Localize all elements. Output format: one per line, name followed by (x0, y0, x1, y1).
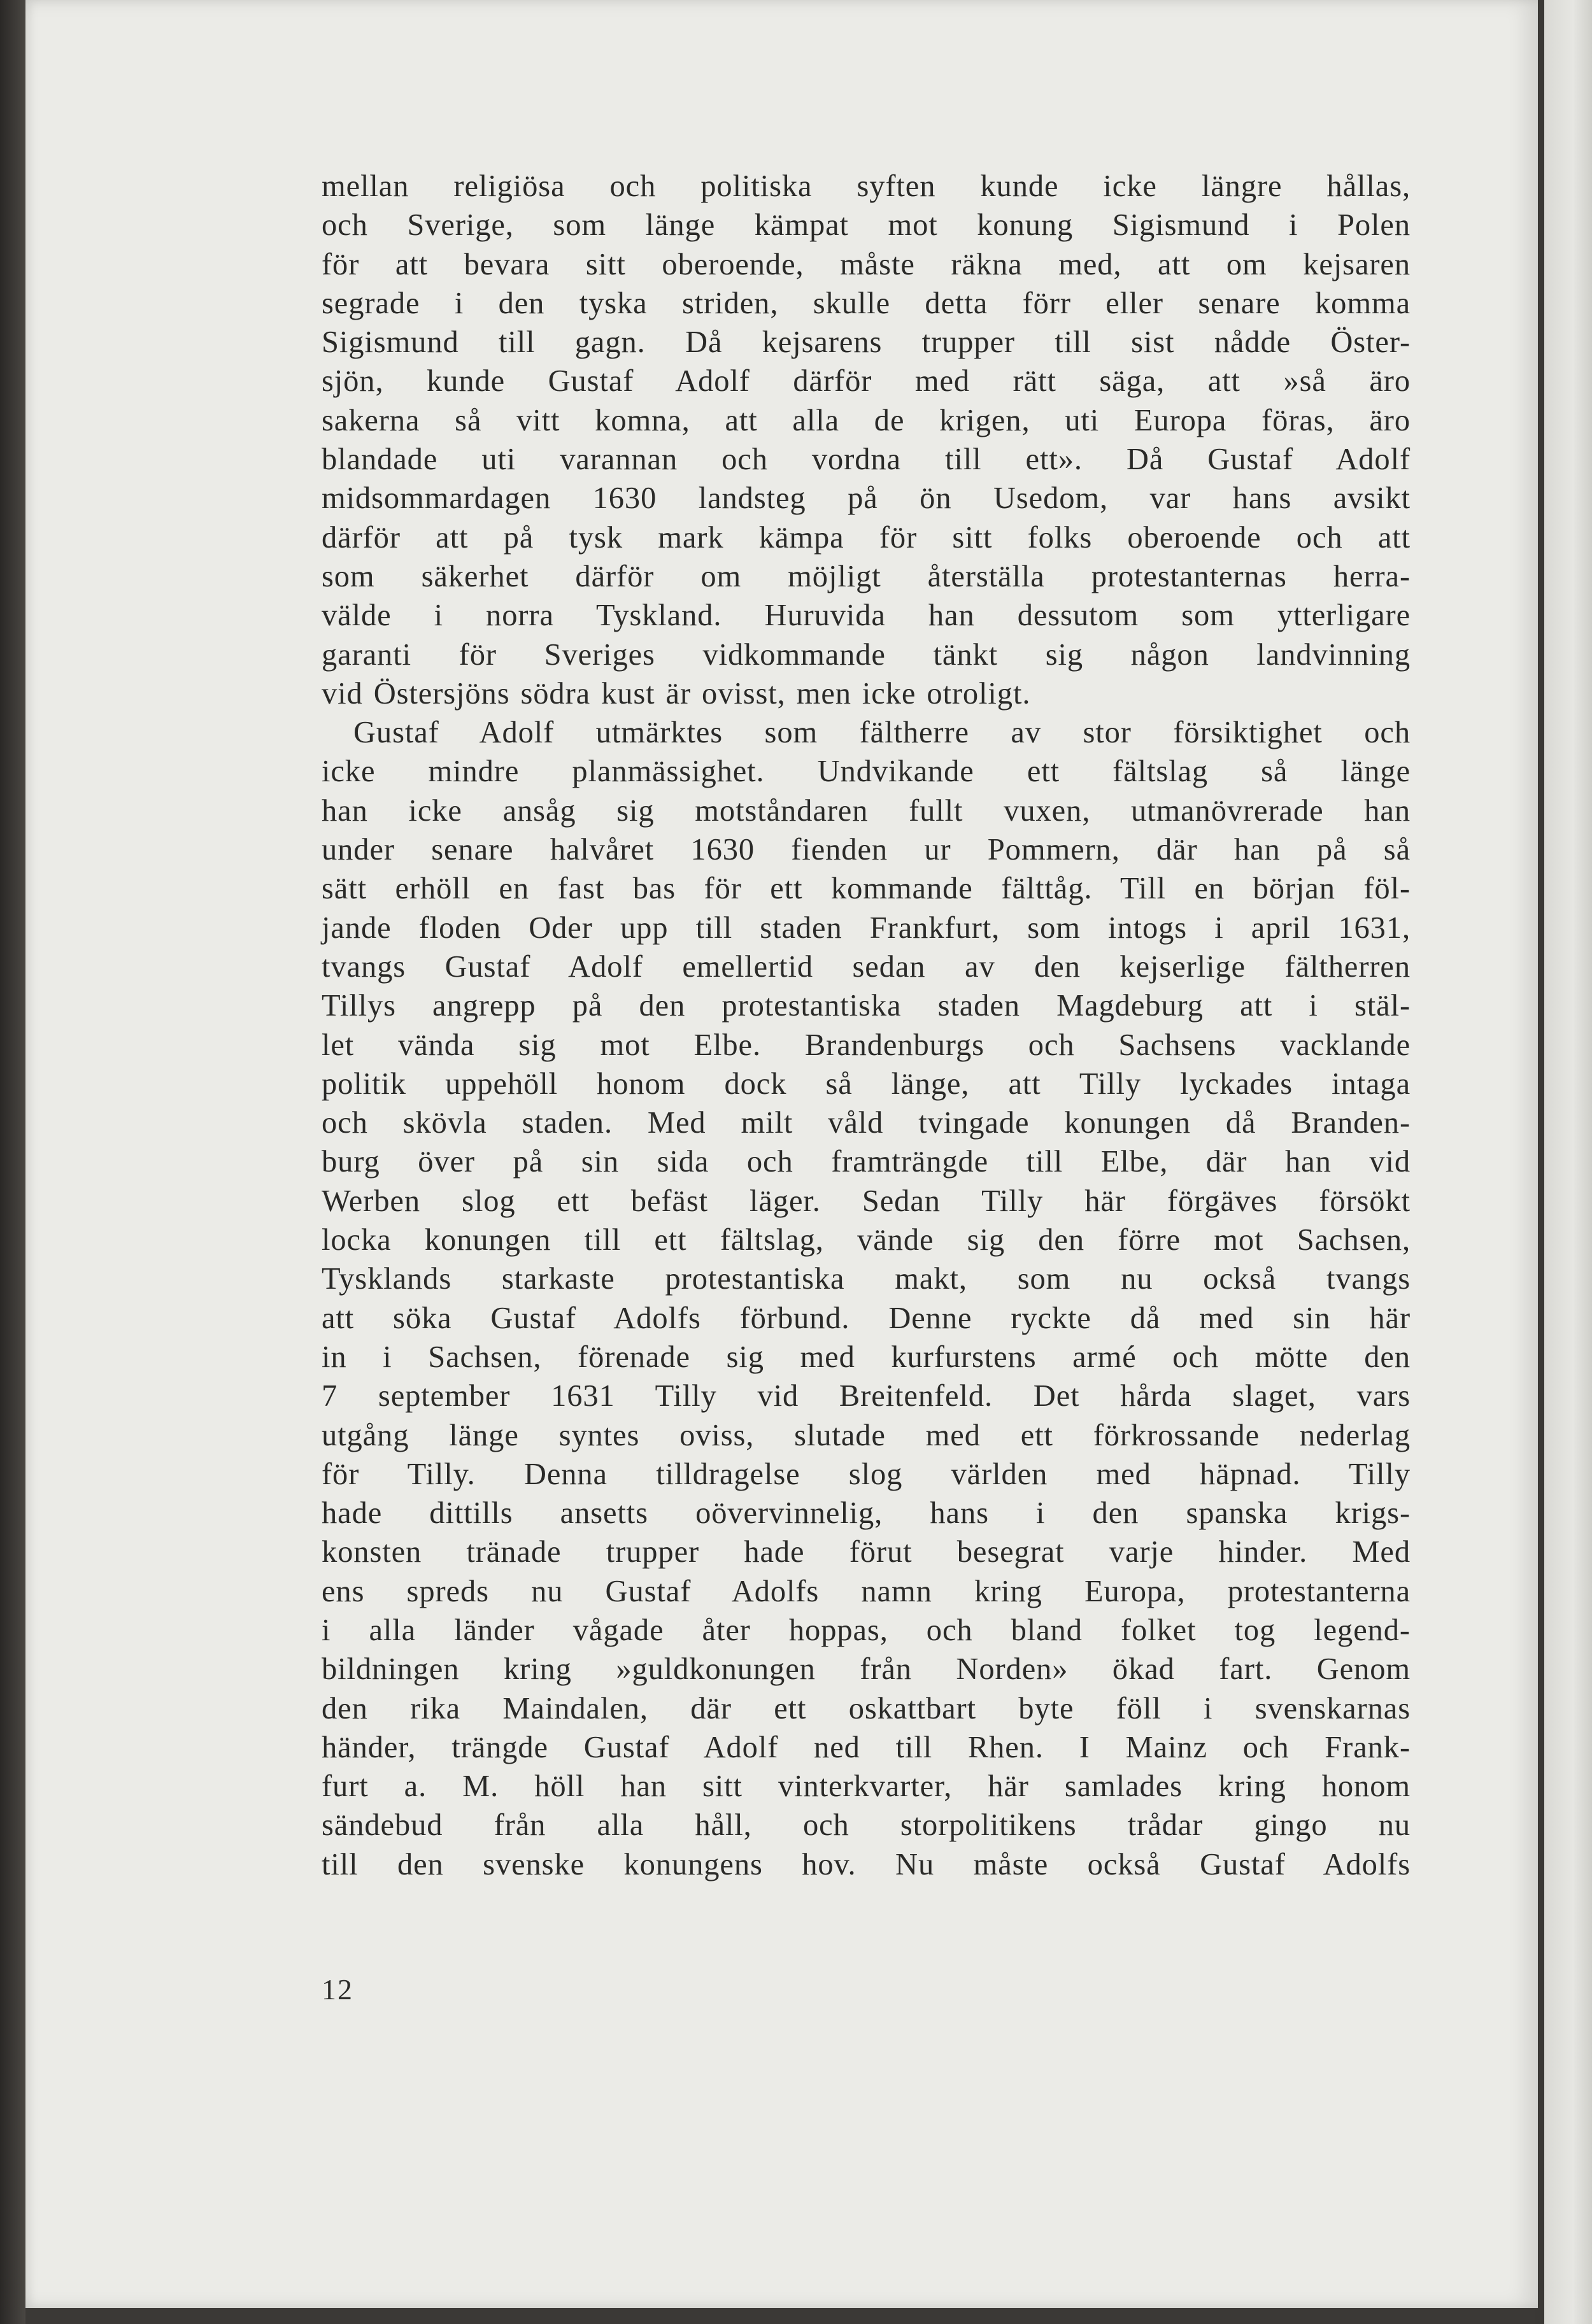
text-line: som säkerhet därför om möjligt återställa protestanternas herra- (322, 559, 1411, 593)
text-line: för Tilly. Denna tilldragelse slog världen med häpnad. Tilly (322, 1457, 1411, 1491)
paragraph-start-line: Gustaf Adolf utmärktes som fältherre av stor försiktighet och (353, 716, 1411, 750)
text-line: Tysklands starkaste protestantiska makt, som nu också tvangs (322, 1262, 1411, 1296)
text-line: locka konungen till ett fältslag, vände sig den förre mot Sachsen, (322, 1223, 1411, 1258)
text-line: under senare halvåret 1630 fienden ur Pommern, där han på så (322, 833, 1411, 867)
text-line: sätt erhöll en fast bas för ett kommande fälttåg. Till en början föl- (322, 872, 1411, 906)
text-line: tvangs Gustaf Adolf emellertid sedan av den kejserlige fältherren (322, 949, 1411, 984)
text-line: för att bevara sitt oberoende, måste räkna med, att om kejsaren (322, 247, 1411, 281)
text-line: midsommardagen 1630 landsteg på ön Usedom, var hans avsikt (322, 481, 1411, 516)
text-line: furt a. M. höll han sitt vinterkvarter, här samlades kring honom (322, 1769, 1411, 1804)
text-line: konsten tränade trupper hade förut besegrat varje hinder. Med (322, 1535, 1411, 1569)
text-line: burg över på sin sida och framträngde till Elbe, där han vid (322, 1145, 1411, 1179)
text-line: icke mindre planmässighet. Undvikande ett fältslag så länge (322, 755, 1411, 789)
text-line: politik uppehöll honom dock så länge, att Tilly lyckades intaga (322, 1066, 1411, 1101)
text-line: utgång länge syntes oviss, slutade med ett förkrossande nederlag (322, 1418, 1411, 1452)
next-page-edge (1544, 0, 1592, 2324)
text-line: och skövla staden. Med milt våld tvingade konungen då Branden- (322, 1106, 1411, 1140)
text-line: hade dittills ansetts oövervinnelig, hans i den spanska krigs- (322, 1496, 1411, 1531)
backdrop-left (0, 0, 25, 2324)
text-line: blandade uti varannan och vordna till ett». Då Gustaf Adolf (322, 443, 1411, 477)
text-line: och Sverige, som länge kämpat mot konung Sigismund i Polen (322, 208, 1411, 243)
text-line: händer, trängde Gustaf Adolf ned till Rhen. I Mainz och Frank- (322, 1730, 1411, 1764)
text-line: bildningen kring »guldkonungen från Norden» ökad fart. Genom (322, 1652, 1411, 1687)
text-line: sakerna så vitt komna, att alla de krigen, uti Europa föras, äro (322, 403, 1411, 437)
text-line: mellan religiösa och politiska syften kunde icke längre hållas, (322, 169, 1411, 203)
text-line: sjön, kunde Gustaf Adolf därför med rätt säga, att »så äro (322, 364, 1411, 399)
text-line: sändebud från alla håll, och storpolitikens trådar gingo nu (322, 1808, 1411, 1843)
body-text (322, 167, 1411, 1884)
text-line: den rika Maindalen, där ett oskattbart byte föll i svenskarnas (322, 1691, 1411, 1725)
text-line: jande floden Oder upp till staden Frankfurt, som intogs i april 1631, (322, 910, 1411, 945)
text-line: ens spreds nu Gustaf Adolfs namn kring Europa, protestanterna (322, 1574, 1411, 1608)
text-line: Werben slog ett befäst läger. Sedan Tilly här förgäves försökt (322, 1184, 1411, 1218)
text-line: garanti för Sveriges vidkommande tänkt sig någon landvinning (322, 637, 1411, 672)
text-line: vid Östersjöns södra kust är ovisst, men icke otroligt. (322, 676, 1031, 711)
text-line: let vända sig mot Elbe. Brandenburgs och Sachsens vacklande (322, 1028, 1411, 1062)
text-line: in i Sachsen, förenade sig med kurfurstens armé och mötte den (322, 1340, 1411, 1374)
text-line: Sigismund till gagn. Då kejsarens trupper till sist nådde Öster- (322, 325, 1411, 360)
text-line: i alla länder vågade åter hoppas, och bland folket tog legend- (322, 1613, 1411, 1647)
text-line: 7 september 1631 Tilly vid Breitenfeld. Det hårda slaget, vars (322, 1379, 1411, 1414)
text-line: att söka Gustaf Adolfs förbund. Denne ryckte då med sin här (322, 1301, 1411, 1335)
text-line: han icke ansåg sig motståndaren fullt vuxen, utmanövrerade han (322, 793, 1411, 828)
text-line: segrade i den tyska striden, skulle detta förr eller senare komma (322, 286, 1411, 320)
book-page (25, 0, 1538, 2308)
page-number: 12 (322, 1973, 353, 2006)
text-line: till den svenske konungens hov. Nu måste också Gustaf Adolfs (322, 1847, 1411, 1881)
text-line: därför att på tysk mark kämpa för sitt folks oberoende och att (322, 520, 1411, 555)
text-line: välde i norra Tyskland. Huruvida han dessutom som ytterligare (322, 599, 1411, 633)
text-line: Tillys angrepp på den protestantiska staden Magdeburg att i stäl- (322, 989, 1411, 1023)
